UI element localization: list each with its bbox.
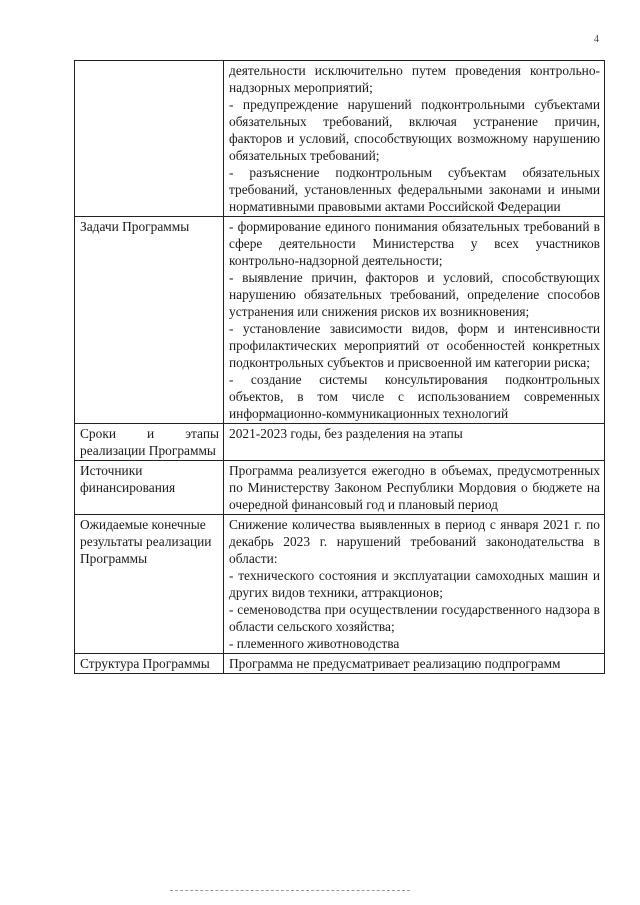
row-content <box>224 217 605 424</box>
paragraph: - установление зависимости видов, форм и интенсивности профилактических мероприятий от особенностей конкретных подконтрольных субъектов и присвоенной им категории риска; <box>229 321 600 370</box>
row-label: Структура Программы <box>75 654 224 674</box>
paragraph: Снижение количества выявленных в период с января 2021 г. по декабрь 2023 г. нарушений требований законодательства в области: <box>229 517 600 566</box>
table-row-tasks <box>75 217 605 424</box>
table-row-timeline <box>75 424 605 461</box>
program-passport-table <box>74 60 605 674</box>
paragraph: - разъяснение подконтрольным субъектам обязательных требований, установленных федеральными законами и иными нормативными правовыми актами Российской Федерации <box>229 165 600 214</box>
table-row-structure <box>75 654 605 674</box>
row-label: Сроки и этапы реализации Программы <box>75 424 224 461</box>
paragraph: - племенного животноводства <box>229 636 400 651</box>
table-row-goals-continued <box>75 61 605 217</box>
row-content <box>224 461 605 515</box>
paragraph: деятельности исключительно путем проведения контрольно-надзорных мероприятий; <box>229 63 600 95</box>
page-number: 4 <box>594 34 599 45</box>
row-label <box>75 61 224 217</box>
row-label: Ожидаемые конечные результаты реализации Программы <box>75 515 224 654</box>
paragraph: - технического состояния и эксплуатации самоходных машин и других видов техники, аттракционов; <box>229 568 600 600</box>
table-row-expected-results <box>75 515 605 654</box>
paragraph: - создание системы консультирования подконтрольных объектов, в том числе с использованием современных информационно-коммуникационных технологий <box>229 372 600 421</box>
paragraph: - выявление причин, факторов и условий, способствующих нарушению обязательных требований, определение способов устранения или снижения рисков их возникновения; <box>229 270 600 319</box>
scan-edge-mark <box>170 890 410 891</box>
paragraph: - формирование единого понимания обязательных требований в сфере деятельности Министерства у всех участников контрольно-надзорной деятельности; <box>229 219 600 268</box>
paragraph: 2021-2023 годы, без разделения на этапы <box>229 426 463 441</box>
paragraph: - предупреждение нарушений подконтрольными субъектами обязательных требований, включая устранение причин, факторов и условий, способствующих возможному нарушению обязательных требований; <box>229 97 600 163</box>
row-content <box>224 654 605 674</box>
row-content <box>224 61 605 217</box>
row-content <box>224 424 605 461</box>
row-label: Задачи Программы <box>75 217 224 424</box>
paragraph: Программа реализуется ежегодно в объемах, предусмотренных по Министерству Законом Республики Мордовия о бюджете на очередной финансовый год и плановый период <box>229 463 600 512</box>
paragraph: Программа не предусматривает реализацию подпрограмм <box>229 656 561 671</box>
row-label: Источники финансирования <box>75 461 224 515</box>
row-content <box>224 515 605 654</box>
paragraph: - семеноводства при осуществлении государственного надзора в области сельского хозяйства; <box>229 602 600 634</box>
table-row-funding <box>75 461 605 515</box>
